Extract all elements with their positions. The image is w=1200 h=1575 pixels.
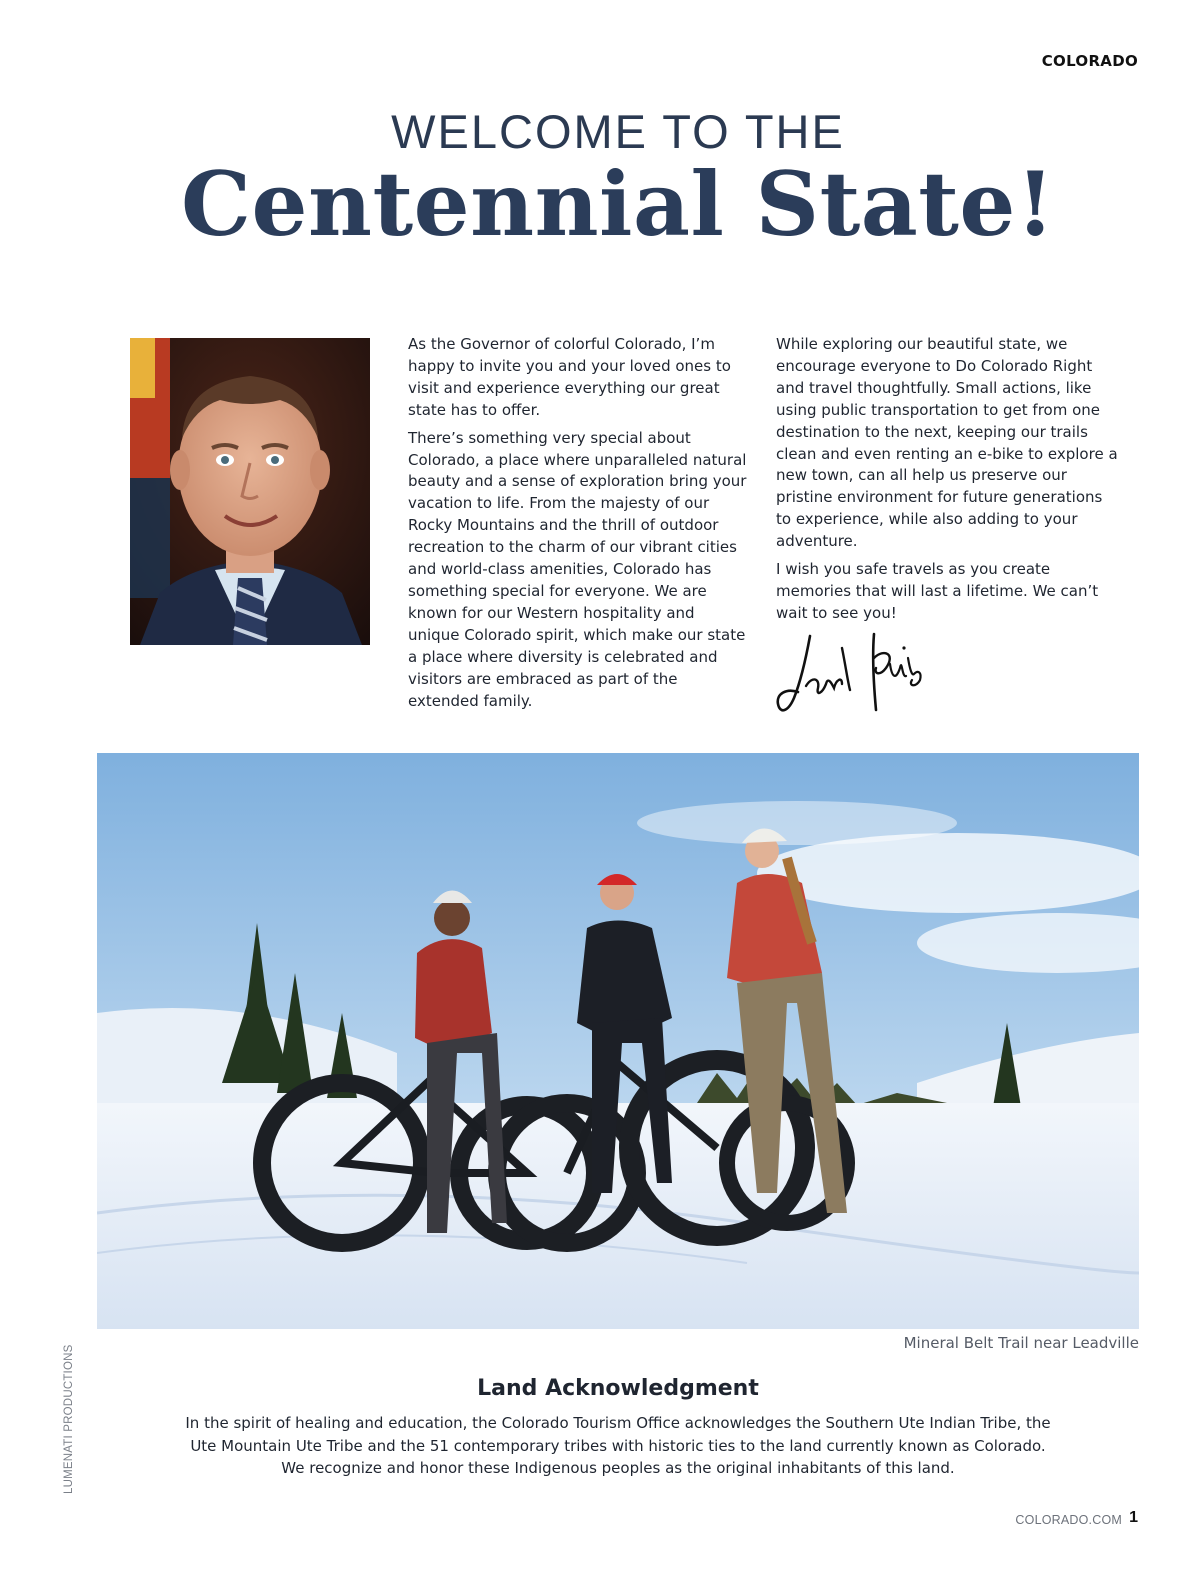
governor-portrait [130, 338, 370, 645]
section-label: COLORADO [1041, 52, 1138, 70]
land-acknowledgment-title: Land Acknowledgment [477, 1376, 759, 1401]
photo-caption: Mineral Belt Trail near Leadville [903, 1334, 1139, 1352]
page-title: Centennial State! [180, 152, 1056, 256]
letter-column-left [408, 334, 748, 718]
letter-column-right [776, 334, 1121, 631]
land-acknowledgment-body: In the spirit of healing and education, the Colorado Tourism Office acknowledges the Southern Ute Indian Tribe, the Ute Mountain Ute Tribe and the 51 contemporary tribes with historic ties to the land currently known as Colorado. We recognize and honor these Indigenous peoples as the original inhabitants of this land. [185, 1414, 1051, 1477]
fat-bike-photo [97, 753, 1139, 1329]
letter-paragraph: I wish you safe travels as you create memories that will last a lifetime. We can’t wait to see you! [776, 560, 1099, 622]
letter-paragraph: As the Governor of colorful Colorado, I’m happy to invite you and your loved ones to visit and experience everything our great state has to offer. [408, 335, 731, 419]
page-number: 1 [1129, 1509, 1138, 1526]
letter-paragraph: There’s something very special about Colorado, a place where unparalleled natural beauty and a sense of exploration bring your vacation to life. From the majesty of our Rocky Mountains and the thrill of outdoor recreation to the charm of our vibrant cities and world-class amenities, Colorado has something special for everyone. We are known for our Western hospitality and unique Colorado spirit, which make our state a place where diversity is celebrated and visitors are embraced as part of the extended family. [408, 428, 747, 710]
headline-kicker: WELCOME TO THE [391, 105, 845, 158]
photo-credit: LUMENATI PRODUCTIONS [63, 1344, 75, 1494]
letter-paragraph: While exploring our beautiful state, we encourage everyone to Do Colorado Right and travel thoughtfully. Small actions, like using public transportation to get from one destination to the next, keeping our trails clean and even renting an e-bike to explore a new town, can all help us preserve our pristine environment for future generations to experience, while also adding to your adventure. [776, 335, 1118, 551]
signature [776, 628, 931, 720]
footer-site-link[interactable]: COLORADO.COM [1015, 1513, 1122, 1527]
